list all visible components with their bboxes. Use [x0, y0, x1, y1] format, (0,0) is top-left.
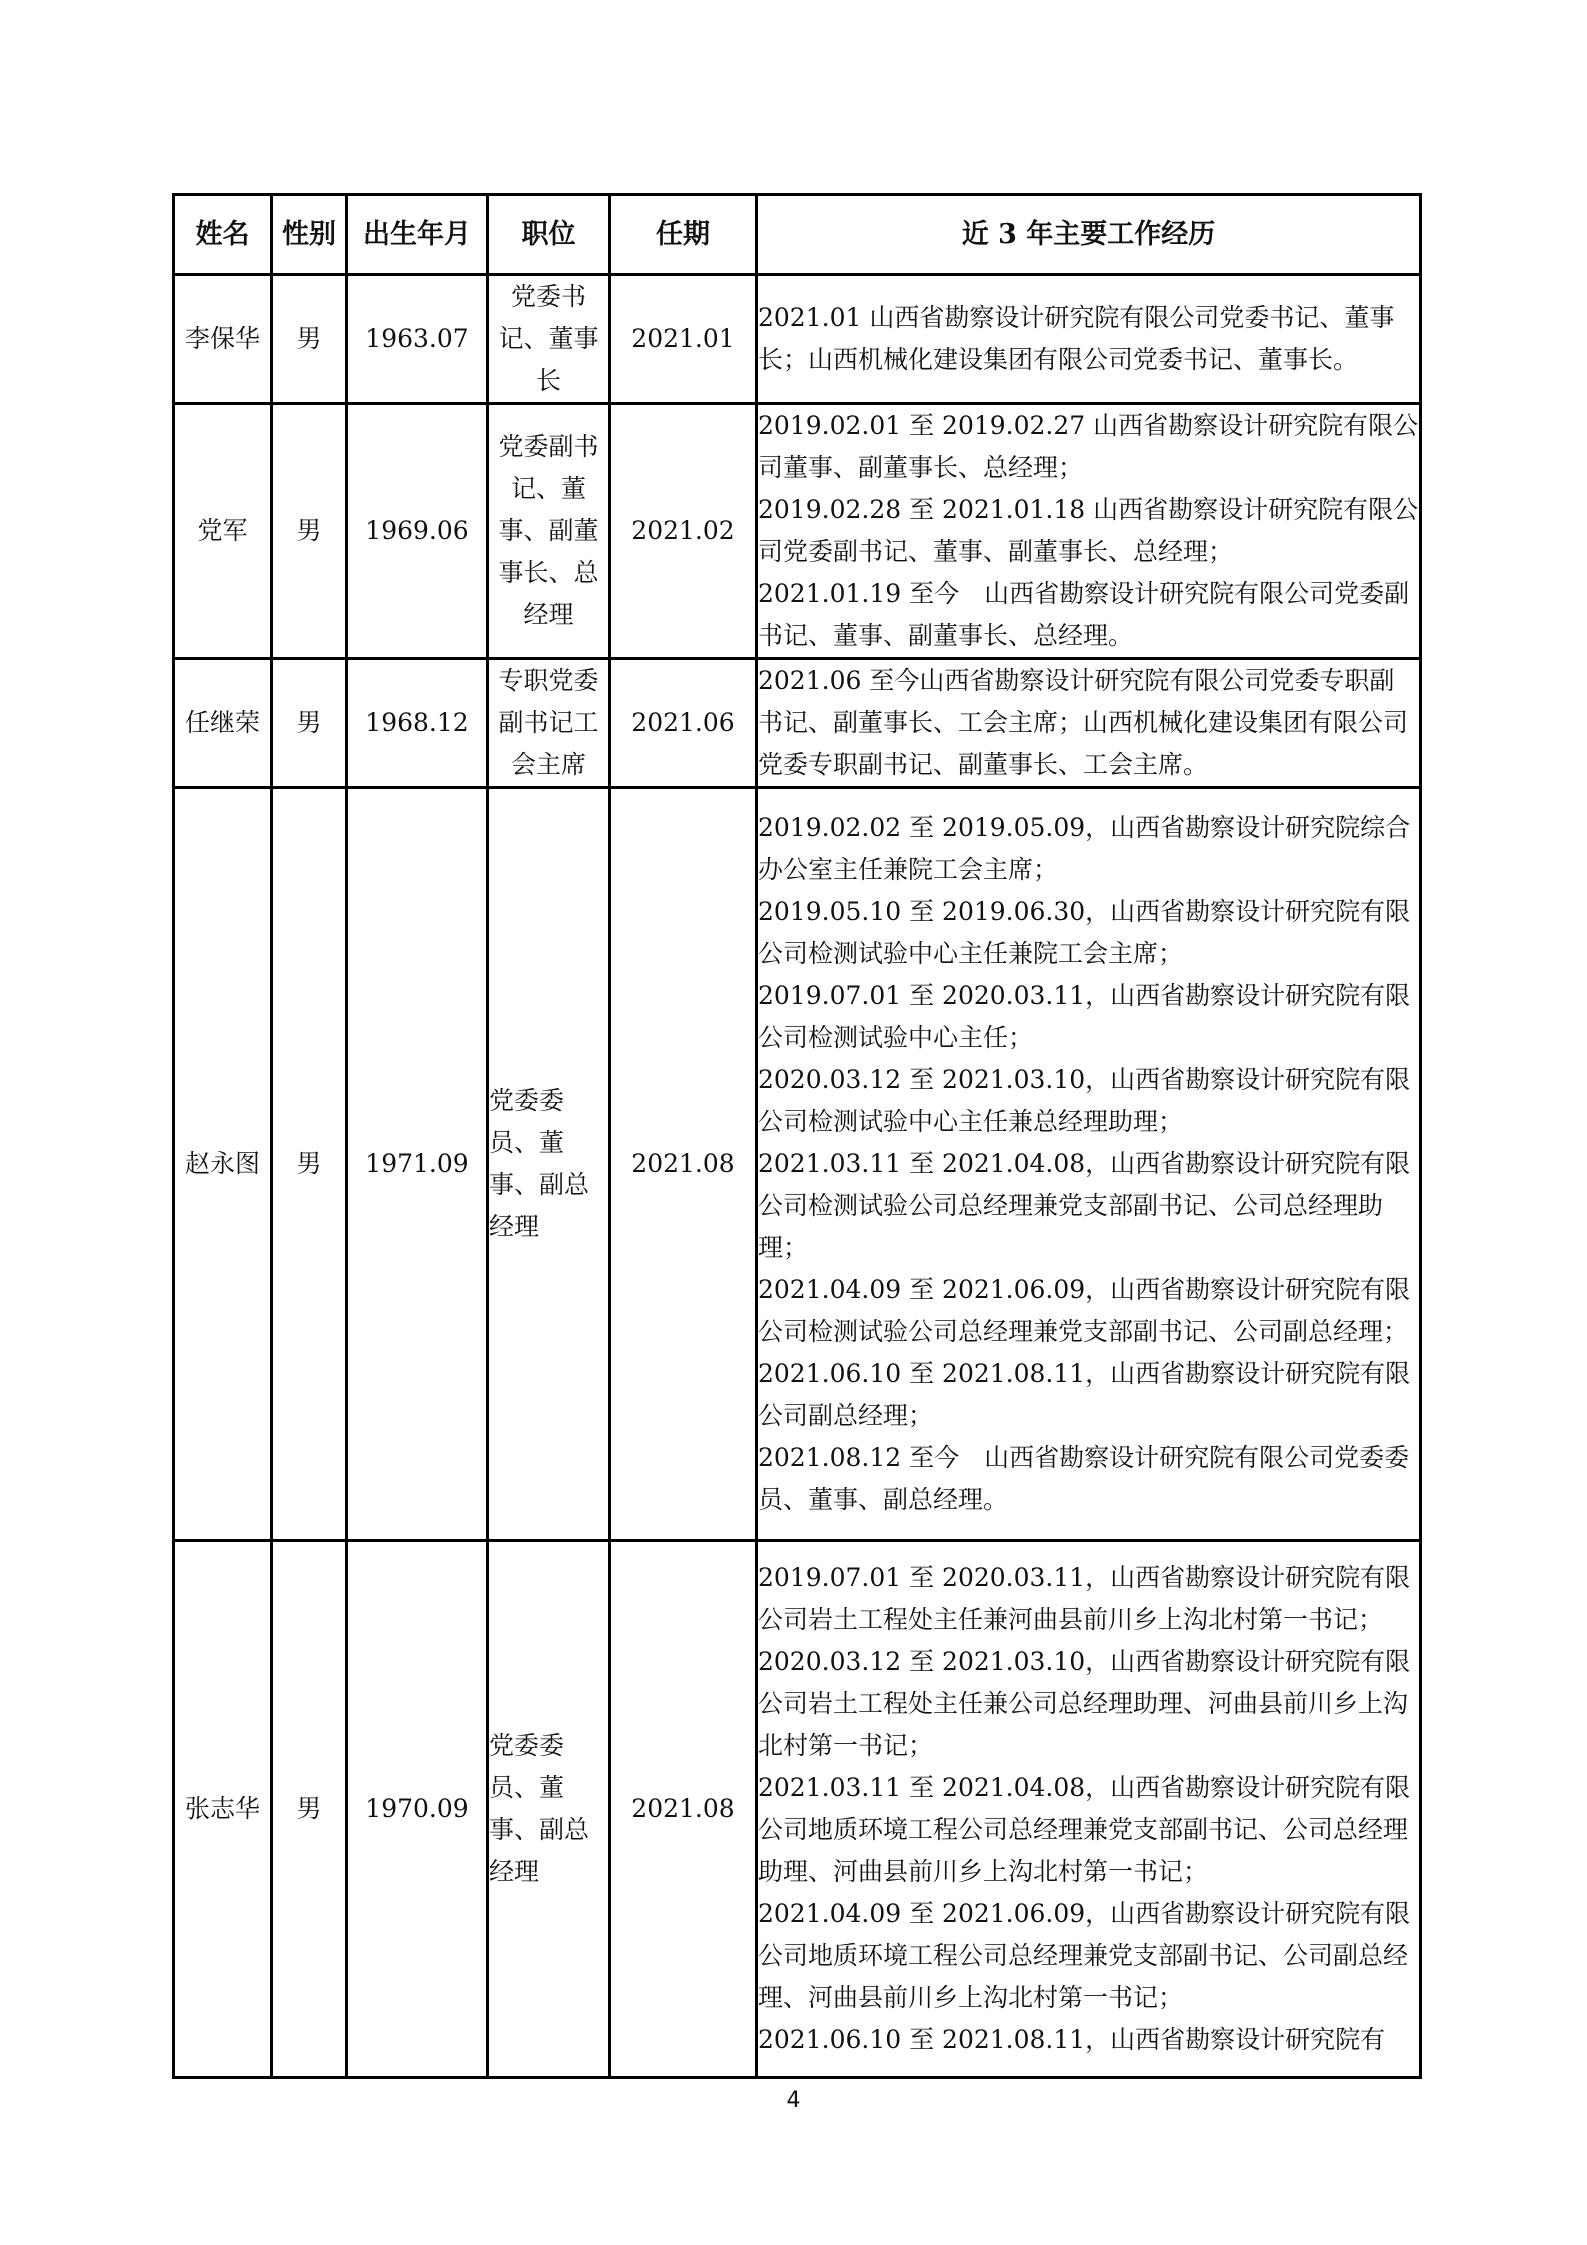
cell-position: 党委书记、董事长	[488, 275, 610, 404]
cell-term: 2021.06	[610, 659, 757, 788]
cell-birth: 1968.12	[347, 659, 488, 788]
experience-entry: 2019.02.01 至 2019.02.27 山西省勘察设计研究院有限公司董事、副董事长、总经理；	[758, 411, 1419, 482]
table-header-row	[174, 195, 1421, 275]
experience-entry: 2021.04.09 至 2021.06.09，山西省勘察设计研究院有限公司检测试验公司总经理兼党支部副书记、公司副总经理；	[758, 1275, 1411, 1346]
table-row	[174, 404, 1421, 659]
management-table	[172, 193, 1422, 2079]
header-birth: 出生年月	[347, 195, 488, 275]
table-row	[174, 275, 1421, 404]
cell-experience	[757, 788, 1421, 1541]
cell-position: 党委委员、董事、副总经理	[488, 788, 610, 1541]
cell-experience	[757, 404, 1421, 659]
cell-gender: 男	[272, 275, 347, 404]
cell-term: 2021.08	[610, 1541, 757, 2078]
experience-entry: 2021.06.10 至 2021.08.11，山西省勘察设计研究院有	[758, 2025, 1386, 2054]
header-name: 姓名	[174, 195, 272, 275]
cell-gender: 男	[272, 659, 347, 788]
cell-term: 2021.02	[610, 404, 757, 659]
cell-position: 党委委员、董事、副总经理	[488, 1541, 610, 2078]
experience-entry: 2019.05.10 至 2019.06.30，山西省勘察设计研究院有限公司检测试验中心主任兼院工会主席；	[758, 897, 1411, 968]
cell-name: 任继荣	[174, 659, 272, 788]
cell-experience	[757, 1541, 1421, 2078]
cell-birth: 1969.06	[347, 404, 488, 659]
experience-entry: 2021.01 山西省勘察设计研究院有限公司党委书记、董事长；山西机械化建设集团有限公司党委书记、董事长。	[758, 303, 1395, 374]
header-term: 任期	[610, 195, 757, 275]
cell-birth: 1970.09	[347, 1541, 488, 2078]
experience-entry: 2021.03.11 至 2021.04.08，山西省勘察设计研究院有限公司地质环境工程公司总经理兼党支部副书记、公司总经理助理、河曲县前川乡上沟北村第一书记；	[758, 1773, 1411, 1886]
experience-entry: 2019.07.01 至 2020.03.11，山西省勘察设计研究院有限公司岩土工程处主任兼河曲县前川乡上沟北村第一书记；	[758, 1563, 1411, 1634]
cell-experience	[757, 275, 1421, 404]
table-row	[174, 788, 1421, 1541]
header-position: 职位	[488, 195, 610, 275]
experience-entry: 2021.08.12 至今 山西省勘察设计研究院有限公司党委委员、董事、副总经理。	[758, 1443, 1410, 1514]
cell-gender: 男	[272, 788, 347, 1541]
page-number: 4	[786, 2088, 801, 2113]
experience-entry: 2020.03.12 至 2021.03.10，山西省勘察设计研究院有限公司检测试验中心主任兼总经理助理；	[758, 1065, 1411, 1136]
cell-term: 2021.08	[610, 788, 757, 1541]
experience-entry: 2021.04.09 至 2021.06.09，山西省勘察设计研究院有限公司地质环境工程公司总经理兼党支部副书记、公司副总经理、河曲县前川乡上沟北村第一书记；	[758, 1899, 1411, 2012]
experience-entry: 2019.02.02 至 2019.05.09，山西省勘察设计研究院综合办公室主任兼院工会主席；	[758, 813, 1411, 884]
experience-entry: 2021.06.10 至 2021.08.11，山西省勘察设计研究院有限公司副总经理；	[758, 1359, 1411, 1430]
cell-gender: 男	[272, 404, 347, 659]
experience-entry: 2019.02.28 至 2021.01.18 山西省勘察设计研究院有限公司党委副书记、董事、副董事长、总经理；	[758, 495, 1419, 566]
cell-position: 专职党委副书记工会主席	[488, 659, 610, 788]
cell-experience	[757, 659, 1421, 788]
cell-birth: 1971.09	[347, 788, 488, 1541]
experience-entry: 2021.03.11 至 2021.04.08，山西省勘察设计研究院有限公司检测试验公司总经理兼党支部副书记、公司总经理助理；	[758, 1149, 1411, 1262]
header-experience: 近 3 年主要工作经历	[757, 195, 1421, 275]
experience-entry: 2021.01.19 至今 山西省勘察设计研究院有限公司党委副书记、董事、副董事长、总经理。	[758, 579, 1410, 650]
experience-entry: 2020.03.12 至 2021.03.10，山西省勘察设计研究院有限公司岩土工程处主任兼公司总经理助理、河曲县前川乡上沟北村第一书记；	[758, 1647, 1411, 1760]
cell-name: 李保华	[174, 275, 272, 404]
experience-entry: 2019.07.01 至 2020.03.11，山西省勘察设计研究院有限公司检测试验中心主任；	[758, 981, 1411, 1052]
table-row	[174, 1541, 1421, 2078]
header-gender: 性别	[272, 195, 347, 275]
table-row	[174, 659, 1421, 788]
cell-name: 党军	[174, 404, 272, 659]
cell-position: 党委副书记、董事、副董事长、总经理	[488, 404, 610, 659]
cell-name: 张志华	[174, 1541, 272, 2078]
cell-birth: 1963.07	[347, 275, 488, 404]
cell-gender: 男	[272, 1541, 347, 2078]
cell-term: 2021.01	[610, 275, 757, 404]
experience-entry: 2021.06 至今山西省勘察设计研究院有限公司党委专职副书记、副董事长、工会主席；山西机械化建设集团有限公司党委专职副书记、副董事长、工会主席。	[758, 666, 1409, 779]
cell-name: 赵永图	[174, 788, 272, 1541]
